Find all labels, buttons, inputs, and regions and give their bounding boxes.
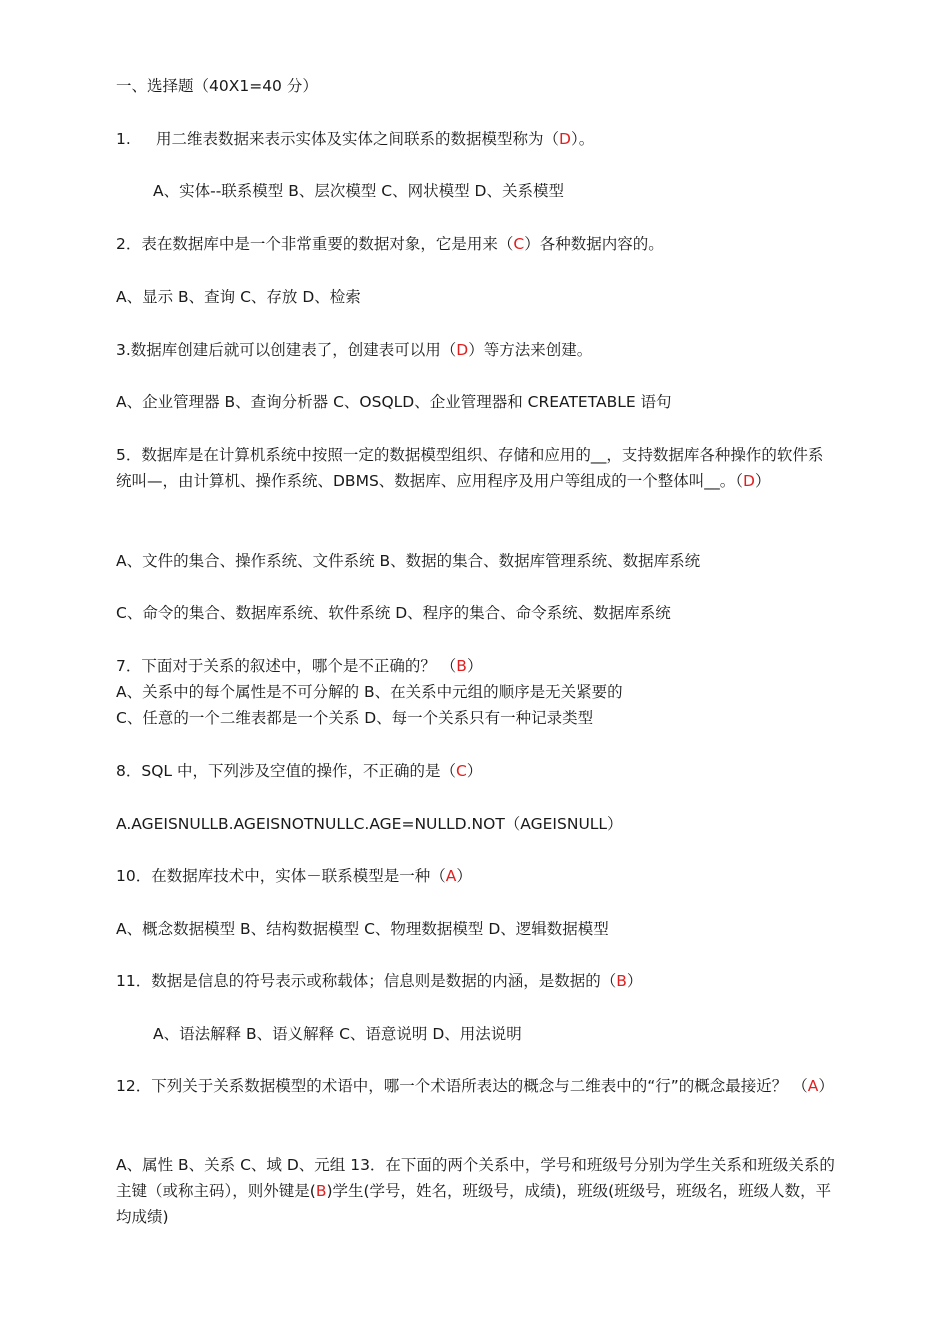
question-stem-end: ） — [466, 657, 483, 675]
question-10 — [116, 863, 836, 889]
question-5 — [116, 442, 836, 494]
question-2 — [116, 231, 836, 257]
question-13 — [116, 1152, 836, 1230]
question-1-options: A、实体--联系模型 B、层次模型 C、网状模型 D、关系模型 — [153, 182, 564, 200]
question-3 — [116, 337, 836, 363]
question-7 — [116, 653, 836, 679]
answer-letter: C — [455, 762, 467, 780]
question-stem-end: ）各种数据内容的。 — [524, 235, 664, 253]
question-stem-end: ） — [456, 867, 472, 885]
answer-letter: B — [616, 972, 627, 990]
question-stem: 10．在数据库技术中，实体－联系模型是一种（ — [116, 867, 446, 885]
question-1 — [116, 126, 836, 152]
question-stem-end: ）。 — [570, 130, 595, 148]
answer-letter: A — [445, 867, 457, 885]
answer-letter: D — [559, 130, 571, 148]
question-2-options: A、显示 B、查询 C、存放 D、检索 — [116, 288, 361, 306]
question-7-option-ab: A、关系中的每个属性是不可分解的 B、在关系中元组的顺序是无关紧要的 — [116, 683, 623, 701]
question-stem-end: ） — [818, 1077, 834, 1095]
question-stem: 5．数据库是在计算机系统中按照一定的数据模型组织、存储和应用的__，支持数据库各种操作的软件系统叫—，由计算机、操作系统、DBMS、数据库、应用程序及用户等组成的一个整体叫__。（ — [116, 446, 824, 490]
question-stem: A、属性 B、关系 C、域 D、元组 13．在下面的两个关系中，学号和班级号分别为学生关系和班级关系的主键（或称主码），则外键是( — [116, 1156, 835, 1200]
question-8-options: A.AGEISNULLB.AGEISNOTNULLC.AGE=NULLD.NOT（AGEISNULL） — [116, 815, 623, 833]
answer-letter: D — [456, 341, 469, 359]
question-stem: 8．SQL 中，下列涉及空值的操作，不正确的是（ — [116, 762, 456, 780]
answer-letter: D — [743, 472, 755, 490]
question-stem: 2．表在数据库中是一个非常重要的数据对象，它是用来（ — [116, 235, 514, 253]
section-title: 一、选择题（40X1=40 分） — [116, 77, 318, 95]
question-7-option-cd: C、任意的一个二维表都是一个关系 D、每一个关系只有一种记录类型 — [116, 709, 594, 727]
question-stem-end: ） — [626, 972, 643, 990]
question-5-option-cd: C、命令的集合、数据库系统、软件系统 D、程序的集合、命令系统、数据库系统 — [116, 604, 671, 622]
question-12 — [116, 1073, 836, 1099]
question-stem: 12．下列关于关系数据模型的术语中，哪一个术语所表达的概念与二维表中的“行”的概念最接近？ （ — [116, 1077, 808, 1095]
question-stem-end: ） — [754, 472, 771, 490]
question-5-option-ab: A、文件的集合、操作系统、文件系统 B、数据的集合、数据库管理系统、数据库系统 — [116, 552, 701, 570]
question-stem-end: ） — [466, 762, 483, 780]
answer-letter: B — [315, 1182, 327, 1200]
question-10-options: A、概念数据模型 B、结构数据模型 C、物理数据模型 D、逻辑数据模型 — [116, 920, 609, 938]
question-stem-end: )学生(学号，姓名，班级号，成绩)，班级(班级号，班级名，班级人数，平均成绩) — [116, 1182, 832, 1226]
question-11-options: A、语法解释 B、语义解释 C、语意说明 D、用法说明 — [153, 1025, 522, 1043]
question-stem: 11．数据是信息的符号表示或称载体；信息则是数据的内涵，是数据的（ — [116, 972, 617, 990]
question-stem: 3.数据库创建后就可以创建表了，创建表可以用（ — [116, 341, 457, 359]
answer-letter: B — [456, 657, 467, 675]
question-stem: 用二维表数据来表示实体及实体之间联系的数据模型称为（ — [156, 130, 560, 148]
answer-letter: A — [807, 1077, 819, 1095]
question-stem-end: ）等方法来创建。 — [468, 341, 593, 359]
question-11 — [116, 968, 836, 994]
question-8 — [116, 758, 836, 784]
question-stem: 7．下面对于关系的叙述中，哪个是不正确的？ （ — [116, 657, 457, 675]
question-number: 1. — [116, 130, 131, 148]
question-3-options: A、企业管理器 B、查询分析器 C、OSQLD、企业管理器和 CREATETABLE 语句 — [116, 393, 672, 411]
answer-letter: C — [513, 235, 525, 253]
